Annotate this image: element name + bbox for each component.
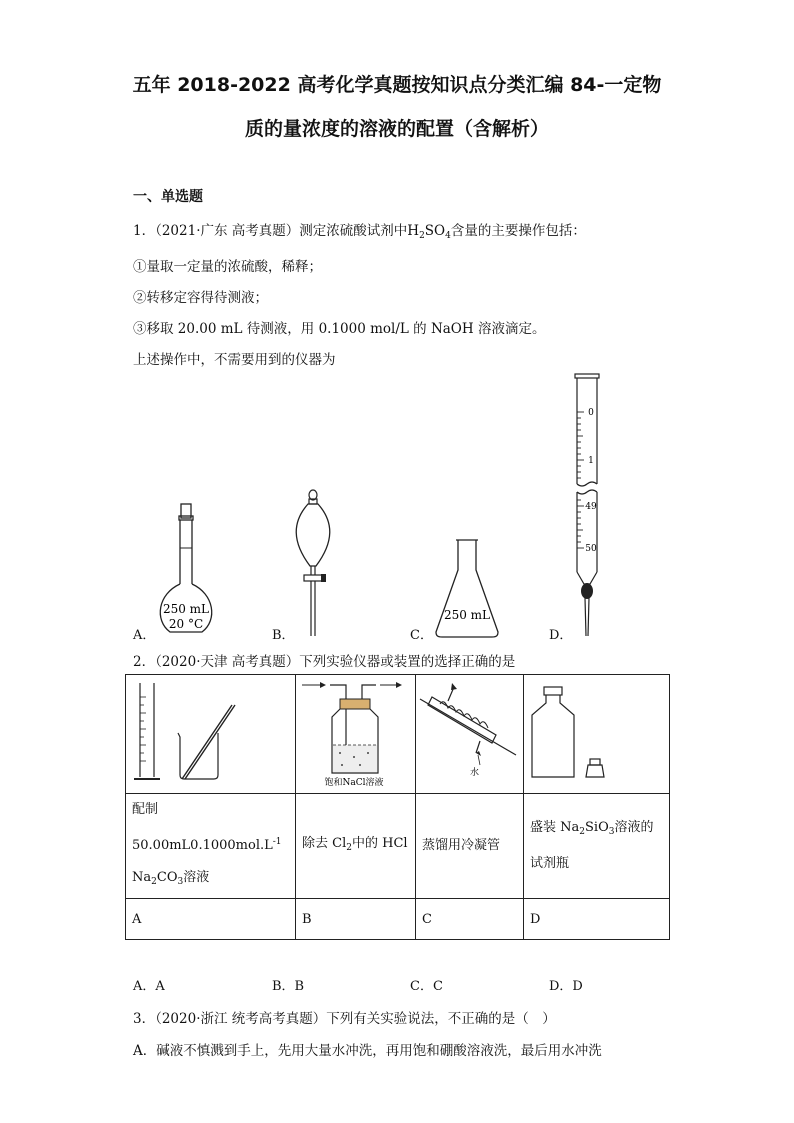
q1-step2: ②转移定容得待测液；	[133, 290, 268, 306]
nacl-solution-label: 饱和NaCl溶液	[324, 778, 384, 788]
erlenmeyer-flask-image	[432, 536, 502, 640]
q1-stem-prefix: 1．（2021·广东 高考真题）测定浓硫酸试剂中	[133, 223, 408, 239]
q2-desc-a-sub2: 3	[177, 877, 184, 887]
burette-tick-49: 49	[585, 502, 597, 512]
q2-stem: 2．（2020·天津 高考真题）下列实验仪器或装置的选择正确的是	[133, 654, 516, 670]
q1-option-c[interactable]: C．	[410, 628, 433, 643]
q3-stem: 3．（2020·浙江 统考高考真题）下列有关实验说法，不正确的是（ ）	[133, 1011, 556, 1027]
q2-cell-image-d	[524, 675, 670, 794]
burette-tick-50: 50	[585, 544, 597, 554]
q1-formula-sub4: 4	[445, 231, 451, 241]
water-label: 水	[470, 768, 480, 778]
q2-desc-a-post: 溶液	[183, 870, 210, 885]
reagent-bottle-image	[524, 675, 668, 789]
q1-formula-h: H	[407, 223, 420, 239]
q1-formula-so: SO	[424, 223, 446, 239]
q2-desc-d-post: 溶液的	[614, 820, 654, 835]
q2-cell-image-a	[126, 675, 296, 794]
section-heading: 一、单选题	[133, 189, 203, 205]
flask-volume-label: 250 mL	[162, 602, 210, 616]
q2-desc-c: 蒸馏用冷凝管	[416, 794, 524, 899]
erlenmeyer-volume-label: 250 mL	[443, 608, 491, 622]
q2-desc-d-pre: 盛装 Na	[530, 820, 580, 835]
q2-cell-image-b	[296, 675, 416, 794]
q1-option-b[interactable]: B．	[272, 628, 295, 643]
q2-desc-d-sio: SiO	[585, 820, 609, 835]
q2-letter-b: B	[296, 899, 416, 940]
page-title-line2: 质的量浓度的溶液的配置（含解析）	[244, 118, 549, 140]
q2-desc-a-na: Na	[132, 870, 152, 885]
q2-letter-d: D	[524, 899, 670, 940]
q2-desc-a-sub1: 2	[151, 877, 157, 887]
q2-desc-a-line2-sup: -1	[272, 837, 282, 847]
q2-desc-a-line2	[132, 826, 289, 862]
q2-option-d[interactable]: D．D	[549, 979, 583, 994]
q1-formula-sub2: 2	[419, 231, 425, 241]
q1-step3: ③移取 20.00 mL 待测液，用 0.1000 mol/L 的 NaOH 溶液滴定。	[133, 321, 546, 337]
q2-desc-b-sub: 2	[346, 843, 352, 853]
page-title-line1: 五年 2018-2022 高考化学真题按知识点分类汇编 84-一定物	[132, 74, 662, 96]
graduated-cylinder-beaker-image	[126, 675, 294, 789]
q2-letter-a: A	[126, 899, 296, 940]
condenser-image	[416, 675, 522, 789]
q2-option-b[interactable]: B．B	[272, 979, 305, 994]
q2-option-a[interactable]: A．A	[133, 979, 165, 994]
q2-desc-a	[126, 794, 296, 899]
q2-desc-a-co: CO	[156, 870, 178, 885]
burette-tick-1: 1	[588, 456, 594, 466]
q2-desc-d-sub1: 2	[579, 827, 585, 837]
burette-tick-0: 0	[588, 408, 594, 418]
volumetric-flask-image	[150, 500, 222, 640]
q2-desc-d-line2: 试剂瓶	[530, 856, 570, 871]
q2-desc-a-line2-main: 50.00mL0.1000mol.L	[132, 838, 273, 853]
q2-desc-a-line1: 配制	[132, 802, 159, 817]
burette-image	[570, 372, 606, 642]
q1-stem	[133, 219, 586, 241]
q2-desc-b-pre: 除去 Cl	[302, 836, 347, 851]
q2-desc-d	[524, 794, 670, 899]
q2-table	[125, 674, 670, 940]
q1-option-d[interactable]: D．	[549, 628, 573, 643]
q2-desc-a-line3	[132, 862, 289, 898]
q2-cell-image-c	[416, 675, 524, 794]
q1-option-a[interactable]: A．	[133, 628, 156, 643]
q3-option-a[interactable]: A．碱液不慎溅到手上，先用大量水冲洗，再用饱和硼酸溶液洗，最后用水冲洗	[133, 1043, 602, 1059]
q2-option-c[interactable]: C．C	[410, 979, 443, 994]
gas-washing-bottle-image	[296, 675, 414, 789]
q2-letter-c: C	[416, 899, 524, 940]
q2-desc-b-post: 中的 HCl	[351, 836, 408, 851]
q2-desc-d-sub2: 3	[608, 827, 615, 837]
separatory-funnel-image	[288, 488, 338, 640]
q2-desc-b	[296, 794, 416, 899]
q2-desc-d-line1	[530, 812, 663, 848]
flask-temp-label: 20 °C	[168, 617, 204, 631]
q1-stem-suffix: 含量的主要操作包括：	[450, 223, 586, 239]
q1-ask: 上述操作中，不需要用到的仪器为	[133, 352, 336, 368]
q1-step1: ①量取一定量的浓硫酸，稀释；	[133, 259, 322, 275]
